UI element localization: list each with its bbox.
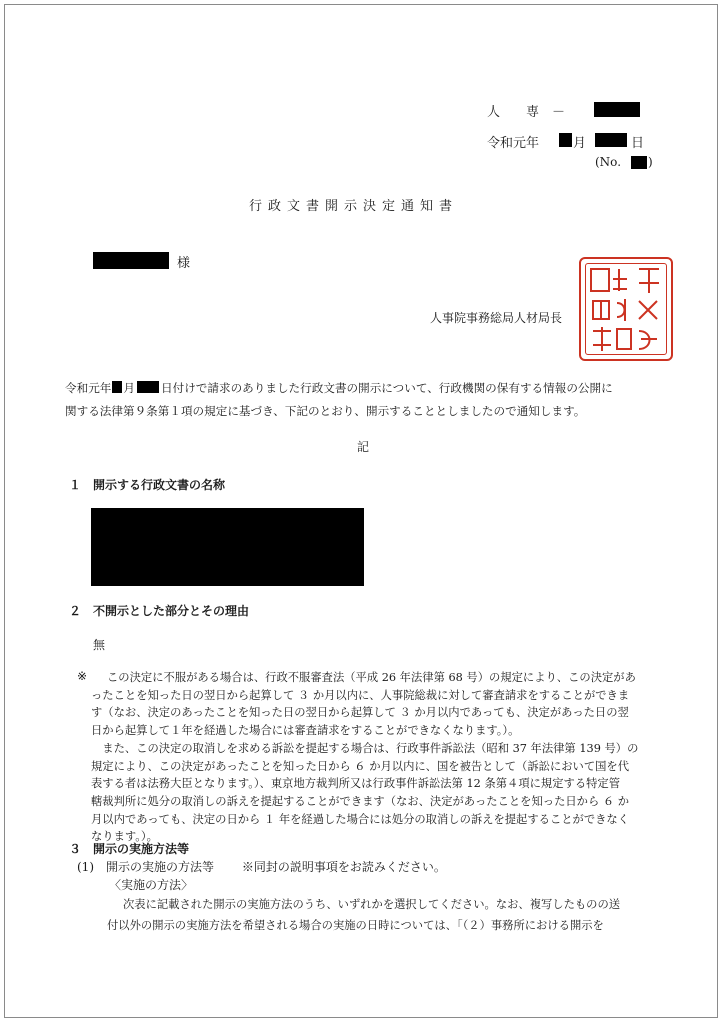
note-line: 日から起算して１年を経過した場合には審査請求をすることができなくなります。）。 [91,724,520,738]
date-day-label: 日 [631,136,645,151]
note-line: 月以内であっても、決定の日から １ 年を経過した場合には処分の取消しの訴えを提起することができなく [91,812,630,826]
section-3-body-line: 次表に記載された開示の実施方法のうち、いずれかを選択してください。なお、複写したものの送 [123,898,621,911]
official-seal [579,257,673,361]
date-prefix: 令和元年 [487,136,540,151]
redacted-intro-month [112,381,122,393]
number-close: ) [648,155,653,169]
number-label: (No. [595,155,622,169]
redacted-date-day [595,133,627,147]
note-line: す（なお、決定のあったことを知った日の翌日から起算して ３ か月以内であっても、決定があった日の翌 [91,706,629,720]
document-title: 行政文書開示決定通知書 [249,199,459,214]
intro-month-label: 月 [123,381,135,395]
note-line: また、この決定の取消しを求める訴訟を提起する場合は、行政事件訴訟法（昭和 37 年法律第 139 号）の [91,741,639,755]
section-1-heading: １ 開示する行政文書の名称 [69,478,226,492]
section-2-heading: ２ 不開示とした部分とその理由 [69,604,250,618]
intro-line-1 [65,380,613,396]
note-mark: ※ [77,669,88,683]
ki-marker: 記 [357,440,370,454]
method-label: 〈実施の方法〉 [109,878,194,892]
redacted-number [631,156,647,169]
redacted-date-day-of-year [559,133,572,147]
intro-rest: 日付けで請求のありました行政文書の開示について、行政機関の保有する情報の公開に [161,381,613,395]
section-2-content: 無 [93,638,106,652]
redacted-document-number [594,102,640,117]
date-month-label: 月 [573,136,587,151]
note-line: ったことを知った日の翌日から起算して ３ か月以内に、人事院総裁に対して審査請求をすることができま [91,688,630,702]
redacted-document-name [91,508,364,586]
intro-line-2: 関する法律第９条第１項の規定に基づき、下記のとおり、開示することとしましたので通知します。 [65,404,586,418]
redacted-addressee [93,252,169,269]
note-line: この決定に不服がある場合は、行政不服審査法（平成 26 年法律第 68 号）の規定により、この決定があ [107,671,636,684]
note-line: 表する者は法務大臣となります。）、東京地方裁判所又は行政事件訴訟法第 12 条第４項に規定する特定管 [91,777,621,791]
note-line: なります。）。 [91,830,158,844]
section-3-subheading: (1) 開示の実施の方法等 ※同封の説明事項をお読みください。 [77,860,446,874]
redacted-intro-day [137,381,159,393]
document-number-prefix: 人 専 － [487,105,566,120]
note-line: 規定により、この決定があったことを知った日から ６ か月以内に、国を被告として（訴訟において国を代 [91,759,630,773]
document-page [4,4,718,1018]
section-3-body-line: 付以外の開示の実施方法を希望される場合の実施の日時については、「（２）事務所における開示を [107,919,604,932]
seal-glyphs [581,259,671,359]
note-line: 轄裁判所に処分の取消しの訴えを提起することができます（なお、決定があったことを知った日から ６ か [91,794,630,808]
addressee-suffix: 様 [177,256,191,271]
section-3-heading: ３ 開示の実施方法等 [69,842,190,856]
intro-year: 令和元年 [65,381,112,395]
issuer-name: 人事院事務総局人材局長 [430,311,563,325]
